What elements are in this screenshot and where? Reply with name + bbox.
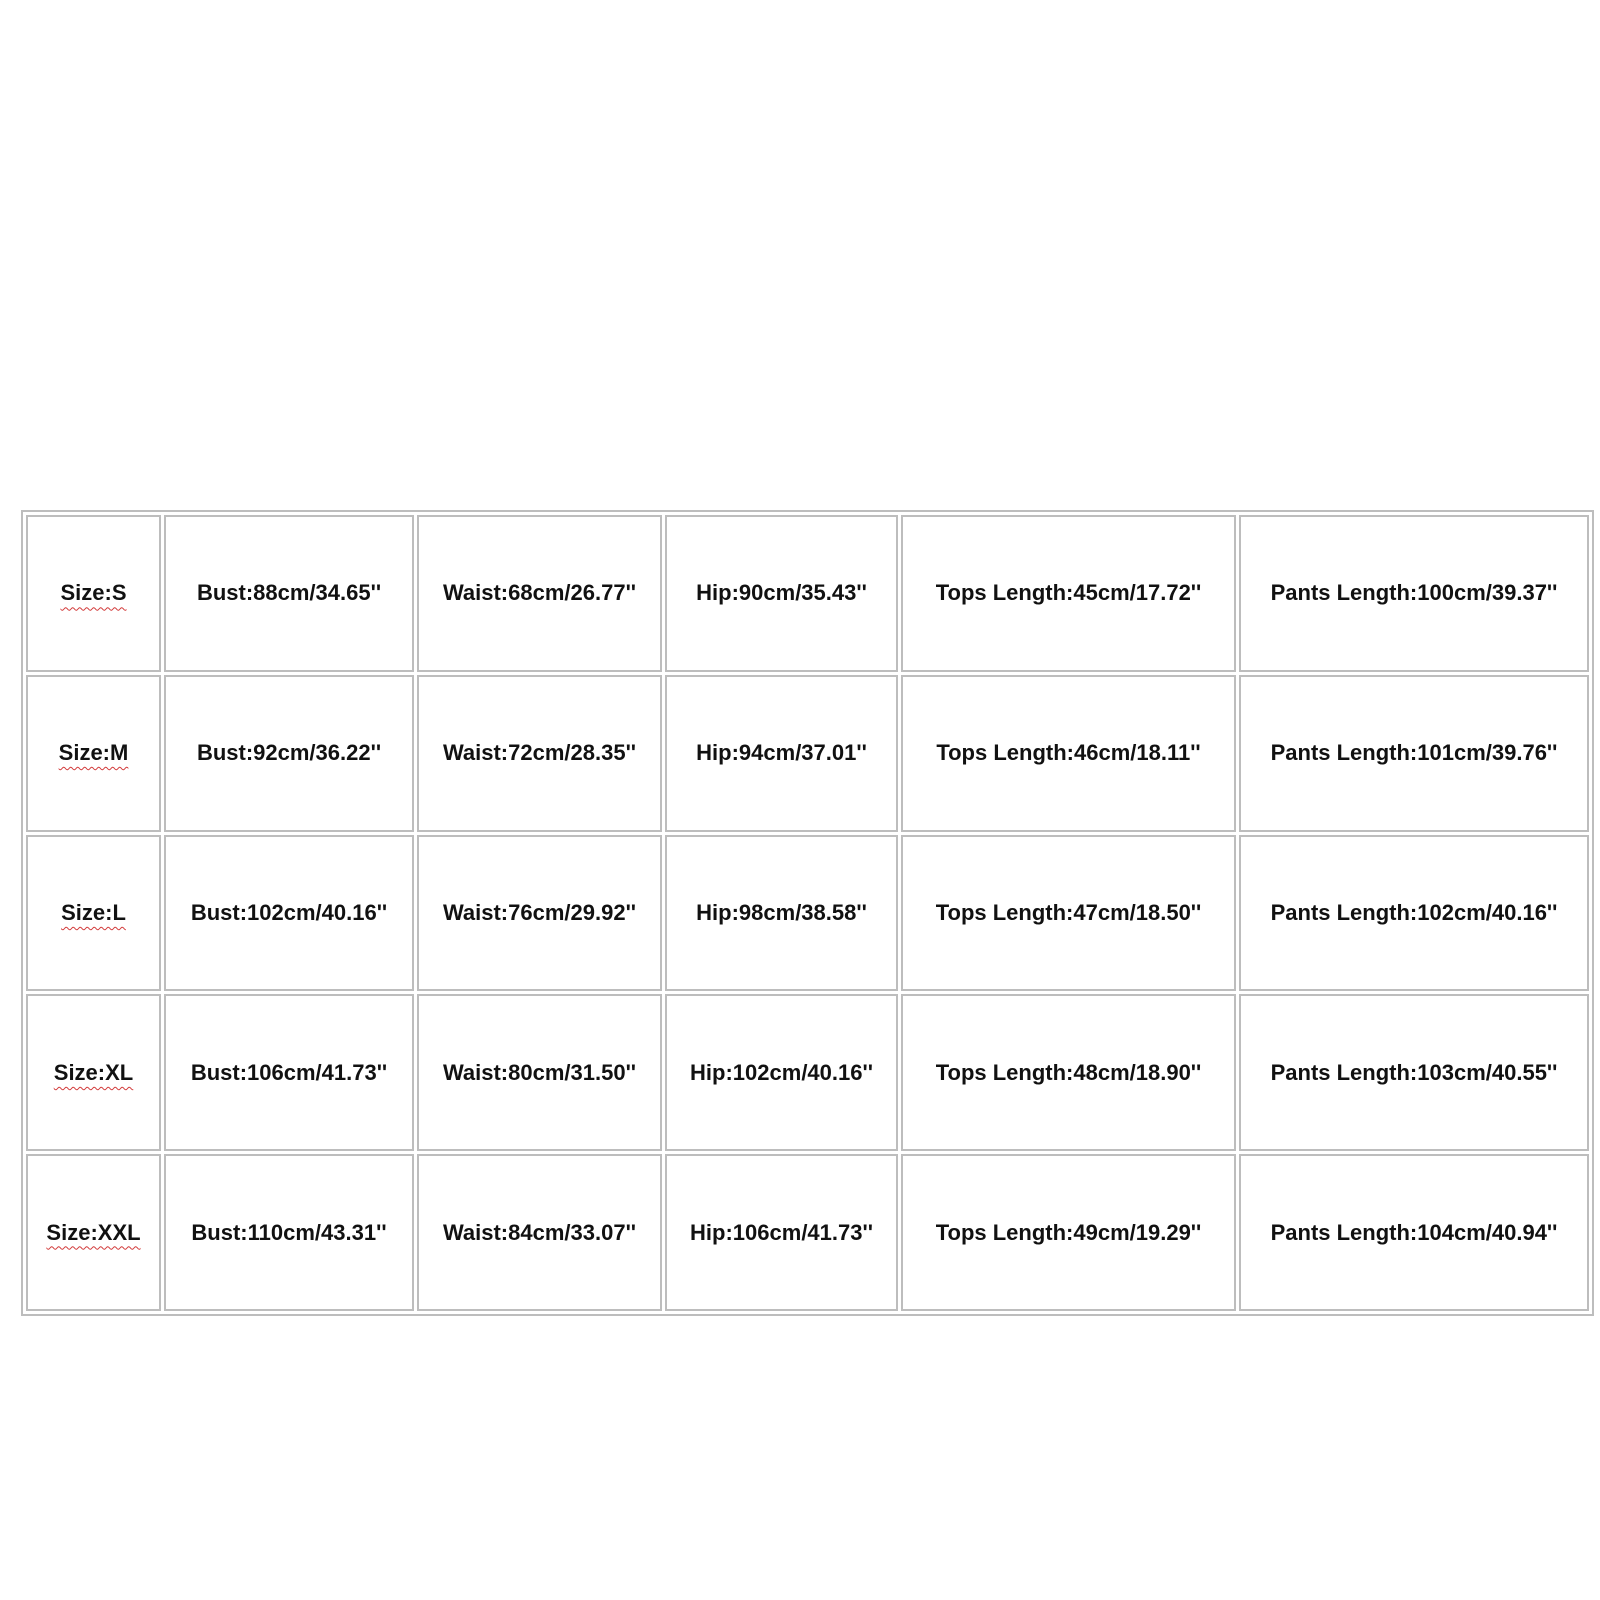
hip-cell: Hip:98cm/38.58'' bbox=[665, 835, 898, 992]
waist-cell: Waist:72cm/28.35'' bbox=[417, 675, 662, 832]
tops-length-cell: Tops Length:46cm/18.11'' bbox=[901, 675, 1236, 832]
table-row bbox=[26, 1154, 1589, 1311]
bust-cell: Bust:102cm/40.16'' bbox=[164, 835, 414, 992]
size-cell bbox=[26, 835, 161, 992]
size-label: Size:XXL bbox=[46, 1219, 141, 1245]
tops-length-cell: Tops Length:45cm/17.72'' bbox=[901, 515, 1236, 672]
tops-length-cell: Tops Length:47cm/18.50'' bbox=[901, 835, 1236, 992]
hip-cell: Hip:102cm/40.16'' bbox=[665, 994, 898, 1151]
size-cell bbox=[26, 515, 161, 672]
size-label: Size:S bbox=[60, 580, 127, 606]
size-cell bbox=[26, 1154, 161, 1311]
size-label: Size:M bbox=[58, 740, 129, 766]
waist-cell: Waist:80cm/31.50'' bbox=[417, 994, 662, 1151]
size-label: Size:L bbox=[61, 899, 126, 925]
tops-length-cell: Tops Length:48cm/18.90'' bbox=[901, 994, 1236, 1151]
table-row bbox=[26, 675, 1589, 832]
pants-length-cell: Pants Length:104cm/40.94'' bbox=[1239, 1154, 1589, 1311]
size-label: Size:XL bbox=[53, 1059, 134, 1085]
table-row bbox=[26, 994, 1589, 1151]
hip-cell: Hip:90cm/35.43'' bbox=[665, 515, 898, 672]
pants-length-cell: Pants Length:100cm/39.37'' bbox=[1239, 515, 1589, 672]
hip-cell: Hip:106cm/41.73'' bbox=[665, 1154, 898, 1311]
pants-length-cell: Pants Length:101cm/39.76'' bbox=[1239, 675, 1589, 832]
size-chart bbox=[21, 510, 1594, 1316]
pants-length-cell: Pants Length:102cm/40.16'' bbox=[1239, 835, 1589, 992]
table-row bbox=[26, 835, 1589, 992]
size-cell bbox=[26, 994, 161, 1151]
bust-cell: Bust:106cm/41.73'' bbox=[164, 994, 414, 1151]
waist-cell: Waist:84cm/33.07'' bbox=[417, 1154, 662, 1311]
waist-cell: Waist:68cm/26.77'' bbox=[417, 515, 662, 672]
bust-cell: Bust:110cm/43.31'' bbox=[164, 1154, 414, 1311]
waist-cell: Waist:76cm/29.92'' bbox=[417, 835, 662, 992]
bust-cell: Bust:88cm/34.65'' bbox=[164, 515, 414, 672]
table-row bbox=[26, 515, 1589, 672]
size-cell bbox=[26, 675, 161, 832]
hip-cell: Hip:94cm/37.01'' bbox=[665, 675, 898, 832]
tops-length-cell: Tops Length:49cm/19.29'' bbox=[901, 1154, 1236, 1311]
bust-cell: Bust:92cm/36.22'' bbox=[164, 675, 414, 832]
pants-length-cell: Pants Length:103cm/40.55'' bbox=[1239, 994, 1589, 1151]
size-chart-table bbox=[23, 512, 1592, 1314]
